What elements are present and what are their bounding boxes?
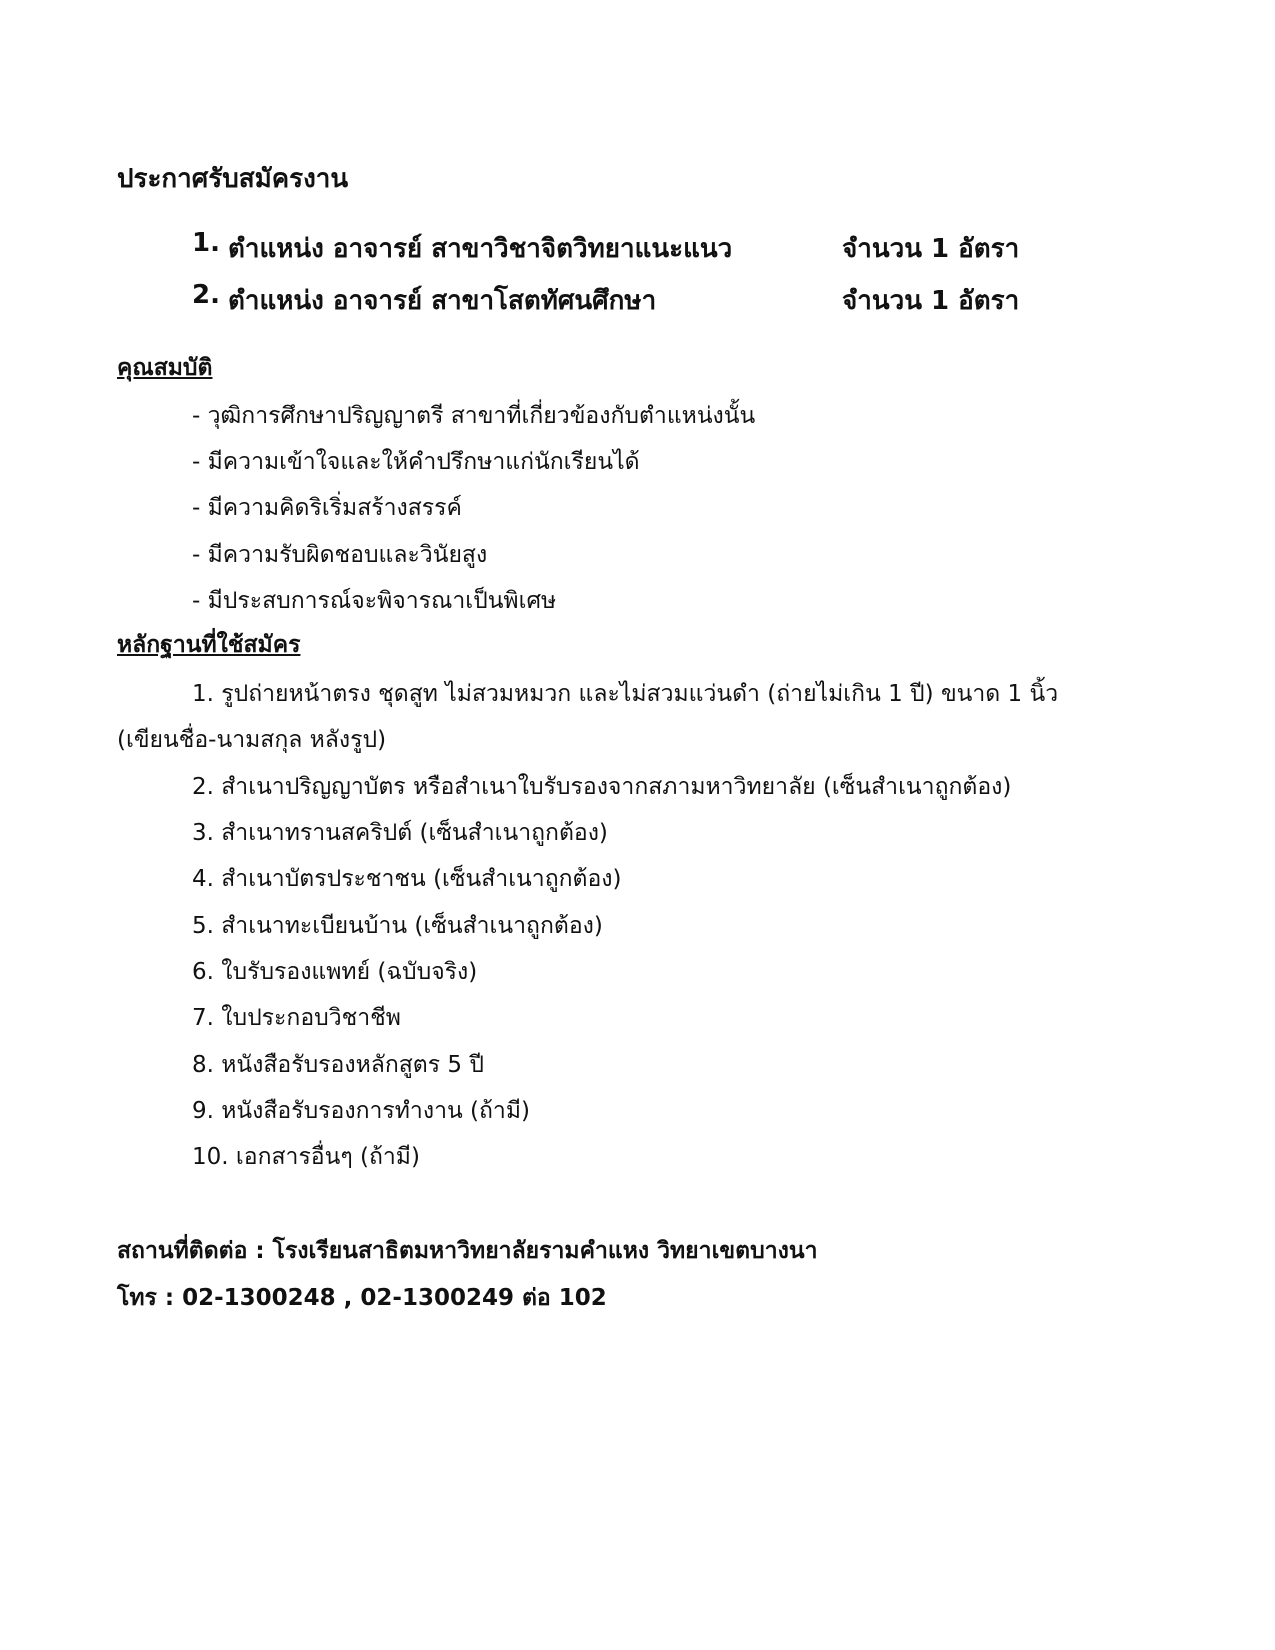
contact-phone: โทร : 02-1300248 , 02-1300249 ต่อ 102 xyxy=(117,1285,607,1311)
document-item: 5. สำเนาทะเบียนบ้าน (เซ็นสำเนาถูกต้อง) xyxy=(192,913,603,939)
document-item: 10. เอกสารอื่นๆ (ถ้ามี) xyxy=(192,1144,420,1170)
documents-heading: หลักฐานที่ใช้สมัคร xyxy=(117,632,301,658)
document-item: 6. ใบรับรองแพทย์ (ฉบับจริง) xyxy=(192,959,478,985)
document-item: 3. สำเนาทรานสคริปต์ (เซ็นสำเนาถูกต้อง) xyxy=(192,820,608,846)
document-item: 7. ใบประกอบวิชาชีพ xyxy=(192,1005,401,1031)
position-quantity: จำนวน 1 อัตรา xyxy=(842,234,1020,264)
qualifications-heading: คุณสมบัติ xyxy=(117,355,213,381)
document-item-continuation: (เขียนชื่อ-นามสกุล หลังรูป) xyxy=(117,727,387,753)
position-name: ตำแหน่ง อาจารย์ สาขาวิชาจิตวิทยาแนะแนว xyxy=(228,234,733,264)
qualification-item: - มีประสบการณ์จะพิจารณาเป็นพิเศษ xyxy=(192,588,557,614)
document-item: 2. สำเนาปริญญาบัตร หรือสำเนาใบรับรองจากสภามหาวิทยาลัย (เซ็นสำเนาถูกต้อง) xyxy=(192,774,1012,800)
position-name: ตำแหน่ง อาจารย์ สาขาโสตทัศนศึกษา xyxy=(228,286,657,316)
qualification-item: - วุฒิการศึกษาปริญญาตรี สาขาที่เกี่ยวข้องกับตำแหน่งนั้น xyxy=(192,403,756,429)
position-number: 1. xyxy=(192,228,220,258)
document-item: 8. หนังสือรับรองหลักสูตร 5 ปี xyxy=(192,1052,484,1078)
document-item: 9. หนังสือรับรองการทำงาน (ถ้ามี) xyxy=(192,1098,530,1124)
document-item: 4. สำเนาบัตรประชาชน (เซ็นสำเนาถูกต้อง) xyxy=(192,866,622,892)
page-title: ประกาศรับสมัครงาน xyxy=(117,164,349,194)
qualification-item: - มีความรับผิดชอบและวินัยสูง xyxy=(192,542,488,568)
position-number: 2. xyxy=(192,280,220,310)
document-item: 1. รูปถ่ายหน้าตรง ชุดสูท ไม่สวมหมวก และไม่สวมแว่นดำ (ถ่ายไม่เกิน 1 ปี) ขนาด 1 นิ้ว xyxy=(192,681,1059,707)
contact-place: สถานที่ติดต่อ : โรงเรียนสาธิตมหาวิทยาลัยรามคำแหง วิทยาเขตบางนา xyxy=(117,1238,818,1264)
qualification-item: - มีความคิดริเริ่มสร้างสรรค์ xyxy=(192,495,462,521)
position-quantity: จำนวน 1 อัตรา xyxy=(842,286,1020,316)
qualification-item: - มีความเข้าใจและให้คำปรึกษาแก่นักเรียนได้ xyxy=(192,449,640,475)
